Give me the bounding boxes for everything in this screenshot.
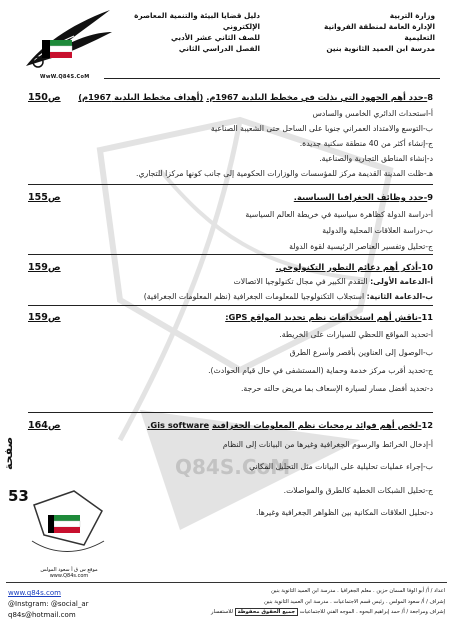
question-11-page-ref: ص159 <box>28 312 61 323</box>
site-logo <box>12 6 116 76</box>
header-divider <box>104 78 440 79</box>
answer-8e: هـ-ظلت المدينة القديمة مركز للمؤسسات والوزارات الحكومية إلى جانب كونها مركزا للتجاري. <box>136 169 433 178</box>
credit-supervised-by: إشراف / أ/ سعود المولس . رئيس قسم الاجتماعيات . مدرسة ابن العميد الثانوية بنين <box>264 598 445 605</box>
answer-11b: ب-الوصول إلى العناوين بأقصر وأسرع الطرق <box>289 348 433 357</box>
directorate-name: الإدارة العامة لمنطقة الفروانية التعليمية <box>324 22 435 42</box>
grade-label: للصف الثاني عشر الأدبي <box>170 33 260 42</box>
question-9-number: 9 <box>427 192 433 202</box>
answer-10b-label: ب-الدعامة الثانية: <box>366 292 433 301</box>
section-divider <box>28 305 433 306</box>
answer-12b: ب-إجراء عمليات تحليلية على البيانات مثل التحليل المكاني <box>249 462 433 471</box>
question-9-title: -حدد وظائف الجغرافيا السياسية. <box>293 192 428 202</box>
answer-10a-text: التقدم الكبير في مجال تكنولوجيا الاتصالات <box>233 277 371 286</box>
section-divider <box>28 254 433 255</box>
stamp-site: www.Q84s.com <box>49 573 89 579</box>
school-name: مدرسة ابن العميد الثانوية بنين <box>326 44 435 53</box>
stamp-text: موقع س ق أ سعود المولس <box>40 567 98 573</box>
question-12-text <box>147 420 433 430</box>
question-12-page-ref: ص164 <box>28 420 61 431</box>
answer-8d: د-إنشاء المناطق التجارية والصناعية. <box>319 154 433 163</box>
footer-contact <box>8 588 89 621</box>
footer-site-link[interactable]: www.q84s.com <box>8 589 61 597</box>
answer-9c: ج-تحليل وتفسير العناصر الرئيسية لقوة الدولة <box>289 242 433 251</box>
question-10-text <box>276 262 433 272</box>
answer-11a: أ-تحديد المواقع اللحظي للسيارات على الخريطة. <box>279 330 433 339</box>
answer-11c: ج-تحديد أقرب مركز خدمة وحماية (المستشفى في حال قيام الحوادث). <box>208 366 433 375</box>
question-12-title: -لخص أهم فوائد برمجيات نظم المعلومات الجغرافية <box>211 420 422 430</box>
question-12-number: 12 <box>421 420 433 430</box>
inquiry-label: للاستفسار <box>211 609 233 615</box>
question-10-title: -أذكر أهم دعائم التطور التكنولوجي. <box>275 262 422 272</box>
stamp-caption <box>27 567 111 579</box>
section-divider <box>28 412 433 413</box>
credit-prepared-by: اعداد / أ/ أبو الوفا السمان حزين . معلم الجغرافيا . مدرسة ابن العميد الثانوية بنين <box>271 588 445 594</box>
question-11-number: 11 <box>421 312 433 322</box>
footer-instagram: @Instgram: @social_ar <box>8 600 89 608</box>
question-10-number: 10 <box>421 262 433 272</box>
section-divider <box>28 184 433 185</box>
answer-10b-text: استجلاب التكنولوجيا للمعلومات الجغرافية (نظم المعلومات الجغرافية) <box>143 292 367 301</box>
answer-9b: ب-دراسة العلاقات المحلية والدولية <box>322 226 433 235</box>
answer-8a: أ-استحداث الدائري الخامس والسادس <box>312 109 433 118</box>
page-number: 53 <box>8 487 29 505</box>
header-school-info <box>295 10 435 54</box>
answer-9a: أ-دراسة الدولة كظاهرة سياسية في خريطة العالم السياسية <box>245 210 433 219</box>
answer-10b <box>144 292 433 301</box>
question-8-number: 8 <box>427 92 433 102</box>
question-8-page-ref: ص150 <box>28 92 61 103</box>
footer-email: q84s@hotmail.com <box>8 611 76 619</box>
question-10-page-ref: ص159 <box>28 262 61 273</box>
question-12-extra: Gis software. <box>147 420 210 430</box>
header-course-info <box>120 10 260 54</box>
question-11-text <box>225 312 433 322</box>
question-8-text <box>78 92 433 102</box>
question-9-text <box>294 192 433 202</box>
rights-reserved: جميع الحقوق محفوظة <box>235 608 299 616</box>
credit-reviewer: إشراف ومراجعة / أ/ حمد إبراهيم البحوه . الموجه الفني للاجتماعيات <box>299 609 445 615</box>
answer-12a: أ-إدخال الخرائط والرسوم الجغرافية وغيرها من البيانات إلى النظام <box>222 440 433 449</box>
watermark-text: Q84S.CoM <box>175 455 291 479</box>
credit-reviewed-by <box>135 607 445 618</box>
answer-8c: ج-إنشاء أكثر من 40 منطقة سكنية جديدة. <box>299 139 433 148</box>
answer-10a <box>234 277 433 286</box>
footer-credits <box>135 586 445 618</box>
ministry-name: وزارة التربية <box>389 11 435 20</box>
question-8-title: -حدد أهم الجهود التي بذلت في مخطط البلدية 1967م. <box>206 92 428 102</box>
guide-title: دليل قضايا البيئة والتنمية المعاصرة الإلكتروني <box>134 11 260 31</box>
answer-8b: ب-التوسع والامتداد العمراني جنوبا على الساحل حتى الشعيبة الصناعية <box>210 124 433 133</box>
question-9-page-ref: ص155 <box>28 192 61 203</box>
answer-12d: د-تحليل العلاقات المكانية بين الظواهر الجغرافية وغيرها. <box>255 508 433 517</box>
question-11-title: -ناقش أهم استخدامات نظم تحديد المواقع GPS: <box>225 312 422 322</box>
term-label: الفصل الدراسي الثاني <box>178 44 260 53</box>
answer-11d: د-تحديد أفضل مسار لسيارة الإسعاف بما مريض حالته حرجة. <box>240 384 433 393</box>
footer-divider <box>6 582 447 583</box>
question-8-extra: (أهداف مخطط البلدية 1967م) <box>78 92 204 102</box>
page-label: صفحة <box>2 436 15 470</box>
logo-site-text: WwW.Q84S.CoM <box>40 74 90 80</box>
answer-10a-label: أ-الدعامة الأولى: <box>370 277 433 286</box>
answer-12c: ج-تحليل الشبكات الخطية كالطرق والمواصلات. <box>283 486 433 495</box>
